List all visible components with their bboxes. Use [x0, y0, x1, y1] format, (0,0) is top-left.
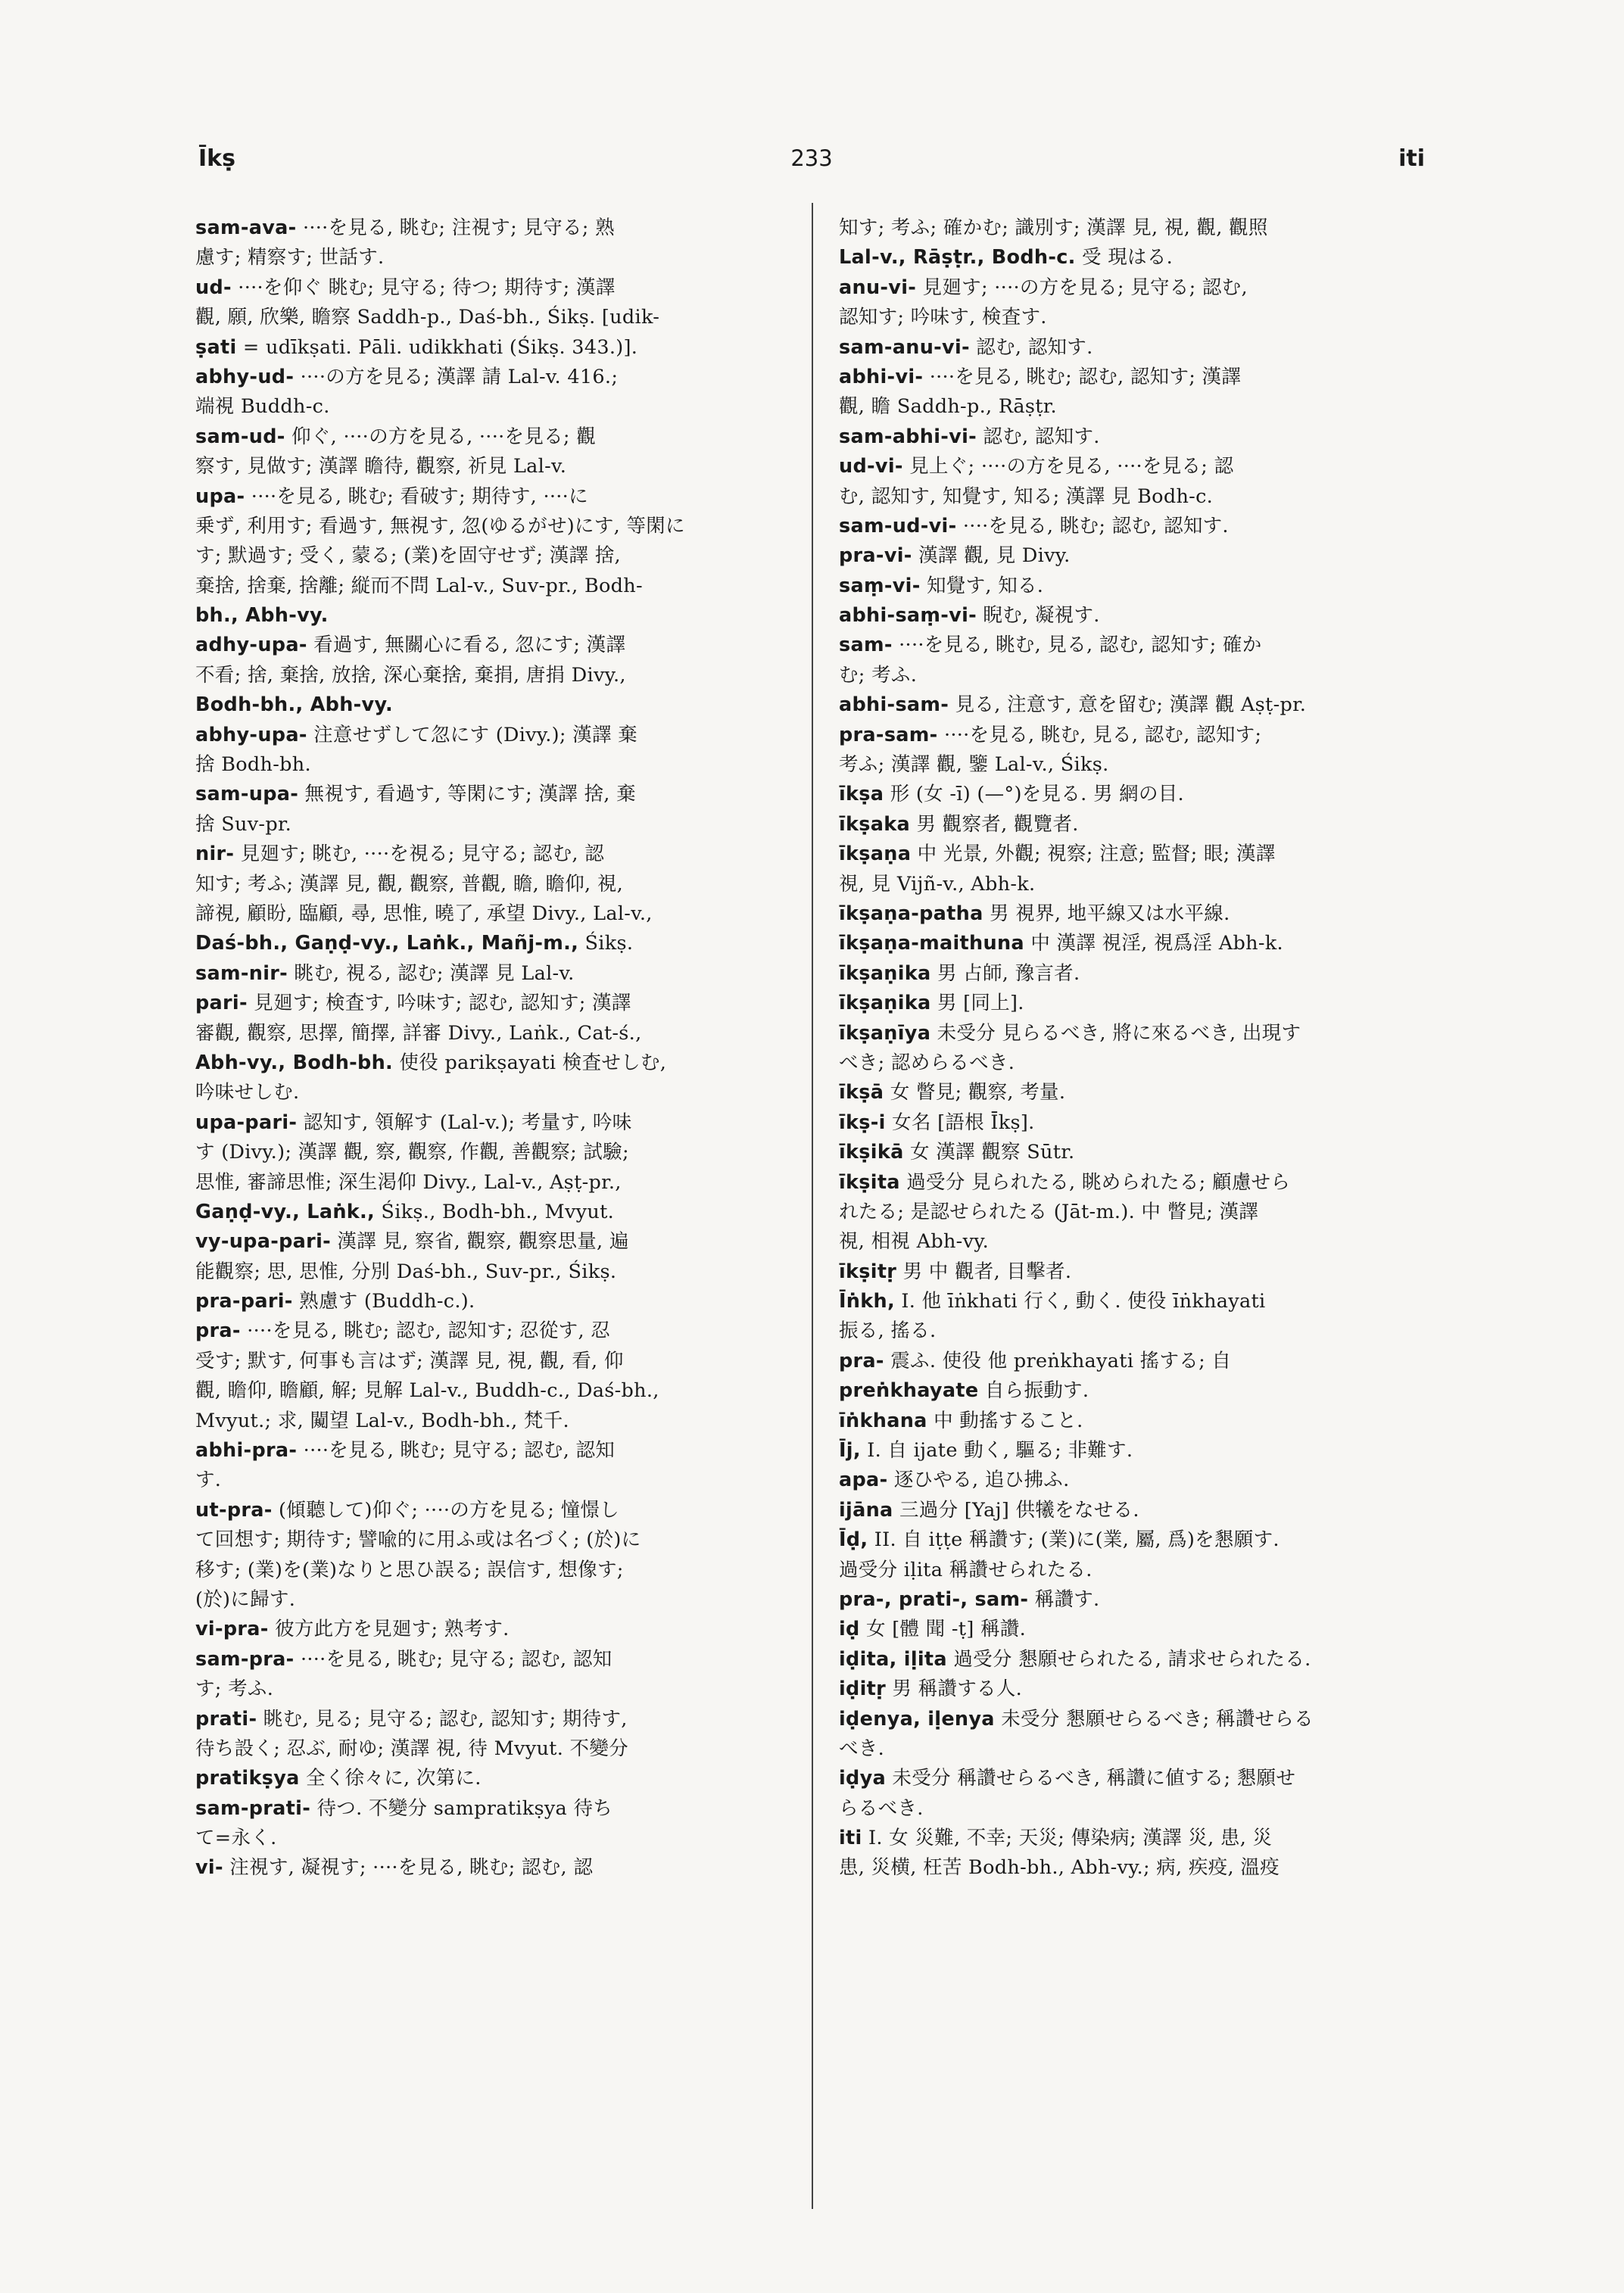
- text-line: īkṣaṇīya 未受分 見らるべき, 將に來るべき, 出現す: [839, 1021, 1301, 1045]
- text-line: 審觀, 觀察, 思擇, 簡擇, 詳審 Divy., Laṅk., Cat-ś.,: [195, 1021, 642, 1045]
- text-line: べき.: [839, 1737, 885, 1760]
- left-column: [195, 213, 793, 1883]
- text-line: īkṣaṇika 男 占師, 豫言者.: [839, 961, 1080, 985]
- text-line: 待ち設く; 忍ぶ, 耐ゆ; 漢譯 視, 待 Mvyut. 不變分: [195, 1737, 628, 1760]
- text-line: sam-pra- ····を見る, 眺む; 見守る; 認む, 認知: [195, 1647, 613, 1671]
- text-line: abhi-saṃ-vi- 睨む, 凝視す.: [839, 604, 1100, 628]
- text-line: 諦視, 顧盼, 臨顧, 尋, 思惟, 曉了, 承望 Divy., Lal-v.,: [195, 902, 653, 925]
- text-line: īkṣaṇa-maithuna 中 漢譯 視淫, 視爲淫 Abh-k.: [839, 932, 1283, 955]
- text-line: らるべき.: [839, 1796, 924, 1820]
- right-column: [839, 213, 1437, 1883]
- text-line: 考ふ; 漢譯 觀, 鑒 Lal-v., Śikṣ.: [839, 753, 1109, 777]
- text-line: abhy-ud- ····の方を見る; 漢譯 請 Lal-v. 416.;: [195, 365, 619, 388]
- text-line: pratikṣya 全く徐々に, 次第に.: [195, 1767, 482, 1790]
- text-line: preṅkhayate 自ら振動す.: [839, 1379, 1089, 1403]
- text-line: む; 考ふ.: [839, 663, 918, 687]
- left-headword: Īkṣ: [198, 145, 235, 172]
- text-line: 能觀察; 思, 思惟, 分別 Daś-bh., Suv-pr., Śikṣ.: [195, 1260, 617, 1283]
- page-number: 233: [790, 145, 833, 171]
- text-line: sam-anu-vi- 認む, 認知す.: [839, 335, 1093, 359]
- text-line: む, 認知す, 知覺す, 知る; 漢譯 見 Bodh-c.: [839, 484, 1214, 508]
- text-line: Daś-bh., Gaṇḍ-vy., Laṅk., Mañj-m., Śikṣ.: [195, 932, 634, 955]
- text-line: ijāna 三過分 [Yaj] 供犧をなせる.: [839, 1498, 1139, 1522]
- text-line: sam- ····を見る, 眺む, 見る, 認む, 認知す; 確か: [839, 634, 1262, 657]
- text-line: 察す, 見做す; 漢譯 瞻待, 觀察, 祈見 Lal-v.: [195, 455, 567, 478]
- text-line: īkṣikā 女 漢譯 觀察 Sūtr.: [839, 1141, 1075, 1164]
- text-line: 視, 見 Vijñ-v., Abh-k.: [839, 872, 1036, 896]
- text-line: prati- 眺む, 見る; 見守る; 認む, 認知す; 期待す,: [195, 1707, 628, 1731]
- text-line: 患, 災横, 枉苦 Bodh-bh., Abh-vy.; 病, 疾疫, 溫疫: [839, 1856, 1280, 1880]
- text-line: 觀, 願, 欣樂, 瞻察 Saddh-p., Daś-bh., Śikṣ. [udik-: [195, 306, 660, 329]
- text-line: 認知す; 吟味す, 検査す.: [839, 306, 1047, 329]
- text-line: す (Divy.); 漢譯 觀, 察, 觀察, 作觀, 善觀察; 試驗;: [195, 1141, 629, 1164]
- text-line: 不看; 捨, 棄捨, 放捨, 深心棄捨, 棄捐, 唐捐 Divy.,: [195, 663, 626, 687]
- text-line: nir- 見廻す; 眺む, ····を視る; 見守る; 認む, 認: [195, 843, 605, 866]
- text-line: adhy-upa- 看過す, 無關心に看る, 忽にす; 漢譯: [195, 634, 626, 657]
- text-line: saṃ-vi- 知覺す, 知る.: [839, 574, 1044, 597]
- text-line: Īḍ, II. 自 iṭṭe 稱讚す; (業)に(業, 屬, 爲)を懇願す.: [839, 1528, 1280, 1552]
- text-line: abhi-vi- ····を見る, 眺む; 認む, 認知す; 漢譯: [839, 365, 1242, 388]
- text-line: 思惟, 審諦思惟; 深生渇仰 Divy., Lal-v., Aṣṭ-pr.,: [195, 1170, 622, 1194]
- text-line: īkṣaṇa 中 光景, 外觀; 視察; 注意; 監督; 眼; 漢譯: [839, 843, 1276, 866]
- text-line: pra-pari- 熟慮す (Buddh-c.).: [195, 1290, 475, 1313]
- text-line: す; 默過す; 受く, 蒙る; (業)を固守せず; 漢譯 捨,: [195, 544, 621, 568]
- text-line: iḍya 未受分 稱讚せらるべき, 稱讚に値する; 懇願せ: [839, 1767, 1296, 1790]
- text-line: 觀, 瞻仰, 瞻顧, 解; 見解 Lal-v., Buddh-c., Daś-bh.,: [195, 1379, 659, 1403]
- text-line: Bodh-bh., Abh-vy.: [195, 693, 394, 717]
- text-line: Īj, I. 自 ijate 動く, 驅る; 非難す.: [839, 1439, 1133, 1463]
- text-line: sam-upa- 無視す, 看過す, 等閑にす; 漢譯 捨, 棄: [195, 783, 636, 806]
- text-line: 吟味せしむ.: [195, 1081, 300, 1104]
- text-line: īkṣitṛ 男 中 觀者, 目擊者.: [839, 1260, 1072, 1283]
- text-line: pari- 見廻す; 検査す, 吟味す; 認む, 認知す; 漢譯: [195, 992, 631, 1015]
- text-line: anu-vi- 見廻す; ····の方を見る; 見守る; 認む,: [839, 276, 1248, 299]
- text-line: vi-pra- 彼方此方を見廻す; 熟考す.: [195, 1618, 510, 1641]
- text-line: sam-ava- ····を見る, 眺む; 注視す; 見守る; 熟: [195, 217, 615, 239]
- text-line: iti I. 女 災難, 不幸; 天災; 傳染病; 漢譯 災, 患, 災: [839, 1827, 1273, 1850]
- text-line: 受す; 默す, 何事も言はず; 漢譯 見, 視, 觀, 看, 仰: [195, 1349, 624, 1372]
- text-line: 觀, 瞻 Saddh-p., Rāṣṭr.: [839, 395, 1057, 419]
- text-line: 棄捨, 捨棄, 捨離; 縦而不問 Lal-v., Suv-pr., Bodh-: [195, 574, 643, 597]
- text-line: īkṣaṇika 男 [同上].: [839, 992, 1024, 1015]
- text-line: 過受分 iḷita 稱讚せられたる.: [839, 1558, 1093, 1581]
- text-line: Īṅkh, I. 他 īṅkhati 行く, 動く. 使役 īṅkhayati: [839, 1290, 1266, 1313]
- text-line: て回想す; 期待す; 譬喩的に用ふ或は名づく; (於)に: [195, 1528, 641, 1552]
- text-line: apa- 逐ひやる, 追ひ拂ふ.: [839, 1469, 1070, 1492]
- text-line: upa-pari- 認知す, 領解す (Lal-v.); 考量す, 吟味: [195, 1111, 632, 1134]
- text-line: べき; 認めらるべき.: [839, 1051, 1015, 1074]
- text-line: Lal-v., Rāṣṭr., Bodh-c. 受 現はる.: [839, 246, 1174, 269]
- text-line: pra- ····を見る, 眺む; 認む, 認知す; 忍從す, 忍: [195, 1319, 611, 1343]
- text-line: Gaṇḍ-vy., Laṅk., Śikṣ., Bodh-bh., Mvyut.: [195, 1200, 615, 1223]
- text-line: iḍitṛ 男 稱讚する人.: [839, 1678, 1023, 1701]
- text-line: īkṣaka 男 觀察者, 觀覽者.: [839, 812, 1079, 836]
- text-line: Abh-vy., Bodh-bh. 使役 parikṣayati 検査せしむ,: [195, 1051, 667, 1074]
- text-line: iḍ 女 [體 聞 -ṭ] 稱讚.: [839, 1618, 1027, 1641]
- text-line: īkṣa 形 (女 -ī) (—°)を見る. 男 網の目.: [839, 783, 1184, 806]
- text-line: pra- 震ふ. 使役 他 preṅkhayati 搖する; 自: [839, 1349, 1232, 1372]
- text-line: pra-sam- ····を見る, 眺む, 見る, 認む, 認知す;: [839, 723, 1262, 746]
- text-line: sam-abhi-vi- 認む, 認知す.: [839, 425, 1100, 448]
- text-line: 振る, 搖る.: [839, 1319, 937, 1343]
- text-line: bh., Abh-vy.: [195, 604, 329, 628]
- right-headword: iti: [1398, 145, 1425, 172]
- text-line: 慮す; 精察す; 世話す.: [195, 246, 385, 269]
- text-line: 捨 Suv-pr.: [195, 812, 292, 836]
- text-line: pra-vi- 漢譯 觀, 見 Divy.: [839, 544, 1071, 568]
- text-line: 移す; (業)を(業)なりと思ひ誤る; 誤信す, 想像す;: [195, 1558, 624, 1581]
- text-line: ud-vi- 見上ぐ; ····の方を見る, ····を見る; 認: [839, 455, 1234, 478]
- text-line: iḍita, iḷita 過受分 懇願せられたる, 請求せられたる.: [839, 1647, 1311, 1671]
- text-line: sam-ud- 仰ぐ, ····の方を見る, ····を見る; 觀: [195, 425, 597, 448]
- page-header: [198, 145, 1425, 183]
- text-line: 視, 相視 Abh-vy.: [839, 1230, 990, 1254]
- text-line: 知す; 考ふ; 漢譯 見, 觀, 觀察, 普觀, 瞻, 瞻仰, 視,: [195, 872, 624, 896]
- text-line: す.: [195, 1469, 222, 1492]
- text-line: ut-pra- (傾聽して)仰ぐ; ····の方を見る; 憧憬し: [195, 1498, 619, 1522]
- text-line: abhi-sam- 見る, 注意す, 意を留む; 漢譯 觀 Aṣṭ-pr.: [839, 693, 1307, 717]
- text-line: Mvyut.; 求, 闚望 Lal-v., Bodh-bh., 梵千.: [195, 1409, 569, 1432]
- text-line: īkṣ-i 女名 [語根 Īkṣ].: [839, 1111, 1035, 1134]
- text-line: sam-nir- 眺む, 視る, 認む; 漢譯 見 Lal-v.: [195, 961, 575, 985]
- column-divider: [812, 203, 813, 2209]
- text-line: īṅkhana 中 動搖すること.: [839, 1409, 1083, 1432]
- text-line: (於)に歸す.: [195, 1587, 296, 1611]
- text-line: pra-, prati-, sam- 稱讚す.: [839, 1587, 1100, 1611]
- text-line: 捨 Bodh-bh.: [195, 753, 311, 777]
- text-line: īkṣā 女 瞥見; 觀察, 考量.: [839, 1081, 1066, 1104]
- text-line: れたる; 是認せられたる (Jāt-m.). 中 瞥見; 漢譯: [839, 1200, 1259, 1223]
- text-line: sam-ud-vi- ····を見る, 眺む; 認む, 認知す.: [839, 514, 1229, 537]
- text-line: iḍenya, iḷenya 未受分 懇願せらるべき; 稱讚せらる: [839, 1707, 1314, 1731]
- text-line: sam-prati- 待つ. 不變分 sampratikṣya 待ち: [195, 1796, 613, 1820]
- text-line: upa- ····を見る, 眺む; 看破す; 期待す, ····に: [195, 484, 588, 508]
- text-line: ṣati = udīkṣati. Pāli. udikkhati (Śikṣ. 343.)].: [195, 335, 638, 359]
- text-line: て=永く.: [195, 1827, 277, 1850]
- text-line: vi- 注視す, 凝視す; ····を見る, 眺む; 認む, 認: [195, 1856, 594, 1880]
- text-line: 乗ず, 利用す; 看過す, 無視す, 忽(ゆるがせ)にす, 等閑に: [195, 514, 685, 537]
- text-line: 知す; 考ふ; 確かむ; 識別す; 漢譯 見, 視, 觀, 觀照: [839, 217, 1268, 239]
- text-line: īkṣaṇa-patha 男 視界, 地平線又は水平線.: [839, 902, 1230, 925]
- text-line: abhy-upa- 注意せずして忽にす (Divy.); 漢譯 棄: [195, 723, 637, 746]
- text-line: vy-upa-pari- 漢譯 見, 察省, 觀察, 觀察思量, 遍: [195, 1230, 629, 1254]
- text-line: す; 考ふ.: [195, 1678, 274, 1701]
- text-line: 端視 Buddh-c.: [195, 395, 330, 419]
- text-line: abhi-pra- ····を見る, 眺む; 見守る; 認む, 認知: [195, 1439, 616, 1463]
- text-line: ud- ····を仰ぐ 眺む; 見守る; 待つ; 期待す; 漢譯: [195, 276, 616, 299]
- text-line: īkṣita 過受分 見られたる, 眺められたる; 顧慮せら: [839, 1170, 1291, 1194]
